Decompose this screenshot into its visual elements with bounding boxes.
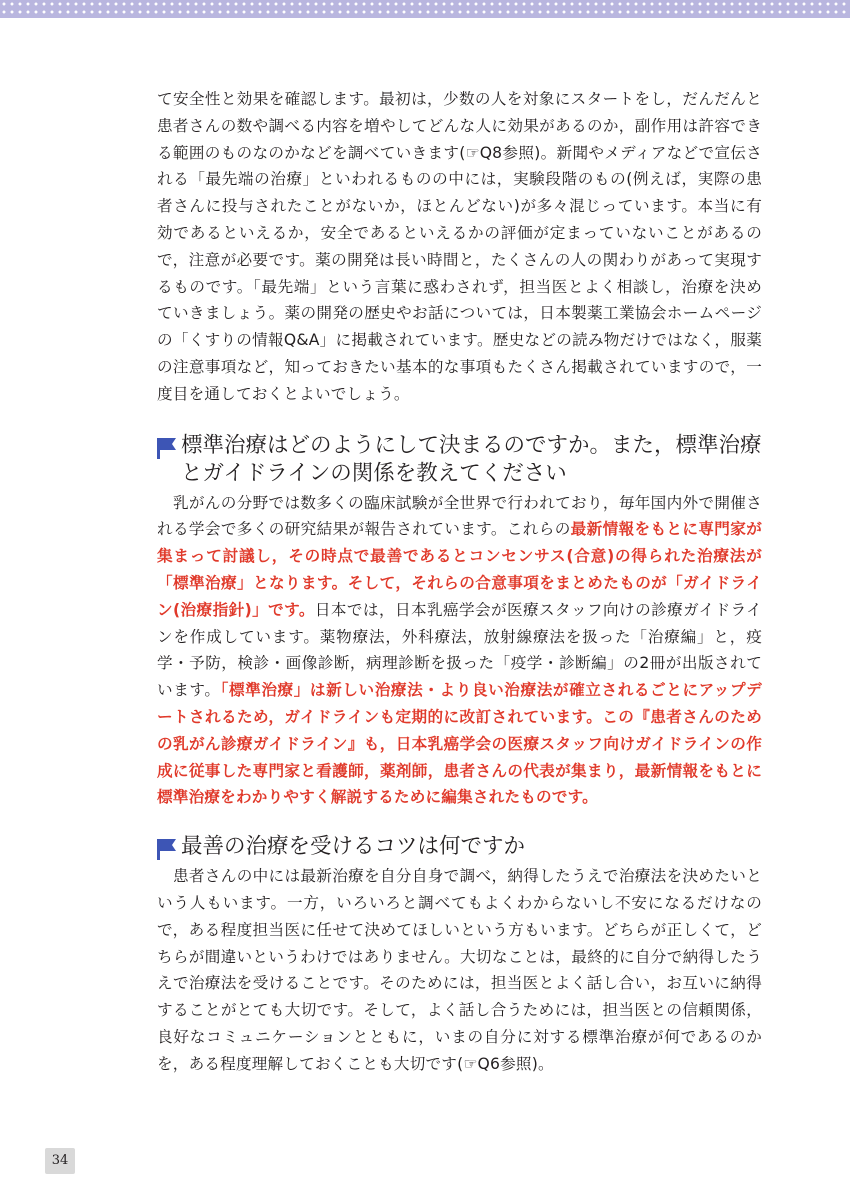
section-1-heading-text: 標準治療はどのようにして決まるのですか。また，標準治療とガイドラインの関係を教えてください xyxy=(181,432,762,486)
section-2-heading-block xyxy=(157,833,762,861)
section-1-heading-block xyxy=(157,432,762,488)
section-1-heading xyxy=(157,432,762,488)
paragraph-1: て安全性と効果を確認します。最初は，少数の人を対象にスタートをし，だんだんと患者さんの数や調べる内容を増やしてどんな人に効果があるのか，副作用は許容できる範囲のものなのかなどを調べていきます(☞Q8参照)。新聞やメディアなどで宣伝される「最先端の治療」といわれるものの中には，実験段階のもの(例えば，実際の患者さんに投与されたことがないか，ほとんどない)が多々混じっています。本当に有効であるといえるか，安全であるといえるかの評価が定まっていないことがあるので，注意が必要です。薬の開発は長い時間と，たくさんの人の関わりがあって実現するものです。「最先端」という言葉に惑わされず，担当医とよく相談し，治療を決めていきましょう。薬の開発の歴史やお話については，日本製薬工業協会ホームページの「くすりの情報Q&A」に掲載されています。歴史などの読み物だけではなく，服薬の注意事項など，知っておきたい基本的な事項もたくさん掲載されていますので，一度目を通しておくとよいでしょう。 xyxy=(157,90,762,403)
section-2-heading xyxy=(157,833,762,861)
section-1-highlight-d: 「標準治療」は新しい治療法・より良い治療法が確立されるごとにアップデートされるため，ガイドラインも定期的に改訂されています。この『患者さんのための乳がん診療ガイドライン』も，日本乳癌学会の医療スタッフ向けガイドラインの作成に従事した専門家と看護師，薬剤師，患者さんの代表が集まり，最新情報をもとに標準治療をわかりやすく解説するために編集されたものです。 xyxy=(157,681,762,807)
flag-icon xyxy=(157,838,177,860)
flag-icon xyxy=(157,437,177,459)
section-1-highlight-b: 最新情報をもとに専門家が集まって討議し，その時点で最善であるとコンセンサス(合意)の得られた治療法が「標準治療」となります。そして，それらの合意事項をまとめたものが「ガイドライン(治療指針)」です。 xyxy=(157,520,763,619)
section-1-text-a: 乳がんの分野では数多くの臨床試験が全世界で行われており，毎年国内外で開催される学会で多くの研究結果が報告されています。これらの xyxy=(157,493,762,539)
top-dotted-band xyxy=(0,0,850,18)
section-2-heading-text: 最善の治療を受けるコツは何ですか xyxy=(181,834,526,860)
page-number: 34 xyxy=(45,1148,75,1174)
section-1-text-c: 日本では，日本乳癌学会が医療スタッフ向けの診療ガイドラインを作成しています。薬物療法，外科療法，放射線療法を扱った「治療編」と，疫学・予防，検診・画像診断，病理診断を扱った「疫学・診断編」の2冊が出版されています。 xyxy=(157,600,762,700)
section-2-body: 患者さんの中には最新治療を自分自身で調べ，納得したうえで治療法を決めたいという人もいます。一方，いろいろと調べてもよくわからないし不安になるだけなので，ある程度担当医に任せて決めてほしいという方もいます。どちらが正しくて，どちらが間違いというわけではありません。大切なことは，最終的に自分で納得したうえで治療法を受けることです。そのためには，担当医とよく話し合い，お互いに納得することがとても大切です。そして，よく話し合うためには，担当医との信頼関係，良好なコミュニケーションとともに，いまの自分に対する標準治療が何であるのかを，ある程度理解しておくことも大切です(☞Q6参照)。 xyxy=(157,867,762,1073)
page-content xyxy=(157,86,762,1078)
section-1-body xyxy=(157,490,762,812)
